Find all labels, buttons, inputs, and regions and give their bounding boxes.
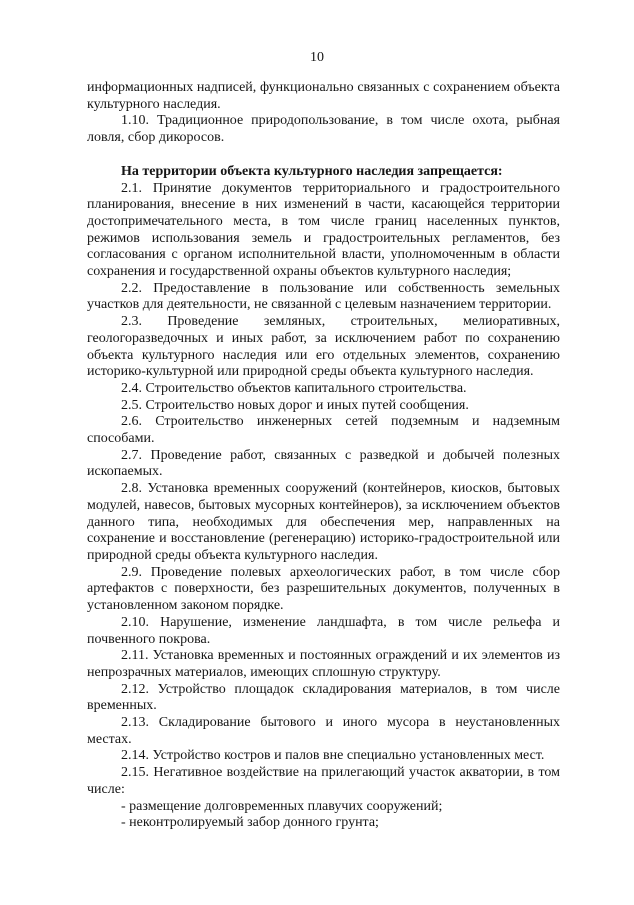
paragraph-continuation: информационных надписей, функционально связанных с сохранением объекта культурного наследия. [87,80,560,112]
bullet-item: - размещение долговременных плавучих сооружений; [121,798,443,814]
paragraph-2-14: 2.14. Устройство костров и палов вне специально установленных мест. [121,748,545,764]
paragraph-2-1: 2.1. Принятие документов территориального и градостроительного планирования, внесение в них изменений в части, касающейся территории достопримечательного места, в том числе границ населенных пунктов, режимов использования земель и градостроительных регламентов, без согласования с органом исполнительной власти, уполномоченным в области сохранения и государственной охраны объектов культурного наследия; [87,180,560,280]
page-number: 10 [310,50,324,65]
paragraph-2-8: 2.8. Установка временных сооружений (контейнеров, киосков, бытовых модулей, навесов, бытовых мусорных контейнеров), за исключением объектов данного типа, необходимых для обеспечения мер, направленных на сохранение и восстановление (регенерацию) историко-градостроительной или природной среды объекта культурного наследия. [87,481,560,563]
paragraph-2-3: 2.3. Проведение земляных, строительных, мелиоративных, геологоразведочных и иных работ, за исключением работ по сохранению объекта культурного наследия или его отдельных элементов, сохранению историко-культурной или природной среды объекта культурного наследия. [87,314,560,380]
document-body [87,80,560,832]
paragraph-2-9: 2.9. Проведение полевых археологических работ, в том числе сбор артефактов с поверхности, без разрешительных документов, полученных в установленном законом порядке. [87,564,560,614]
paragraph-2-2: 2.2. Предоставление в пользование или собственность земельных участков для деятельности, не связанной с целевым назначением территории. [87,280,560,313]
paragraph-2-5: 2.5. Строительство новых дорог и иных путей сообщения. [121,397,469,413]
paragraph-2-6: 2.6. Строительство инженерных сетей подземным и надземным способами. [87,414,560,447]
paragraph-2-15: 2.15. Негативное воздействие на прилегающий участок акватории, в том числе: [87,765,560,797]
bullet-item: - неконтролируемый забор донного грунта; [121,815,379,831]
paragraph-2-10: 2.10. Нарушение, изменение ландшафта, в том числе рельефа и почвенного покрова. [87,614,560,647]
paragraph-1-10: 1.10. Традиционное природопользование, в том числе охота, рыбная ловля, сбор дикоросов. [87,113,560,146]
paragraph-2-4: 2.4. Строительство объектов капитального строительства. [121,380,467,396]
paragraph-2-13: 2.13. Складирование бытового и иного мусора в неустановленных местах. [87,715,560,747]
paragraph-2-7: 2.7. Проведение работ, связанных с разведкой и добычей полезных ископаемых. [87,447,560,480]
section-heading: На территории объекта культурного наследия запрещается: [121,163,503,179]
paragraph-2-11: 2.11. Установка временных и постоянных ограждений и их элементов из непрозрачных материалов, имеющих сплошную структуру. [87,648,560,680]
paragraph-2-12: 2.12. Устройство площадок складирования материалов, в том числе временных. [87,681,560,714]
